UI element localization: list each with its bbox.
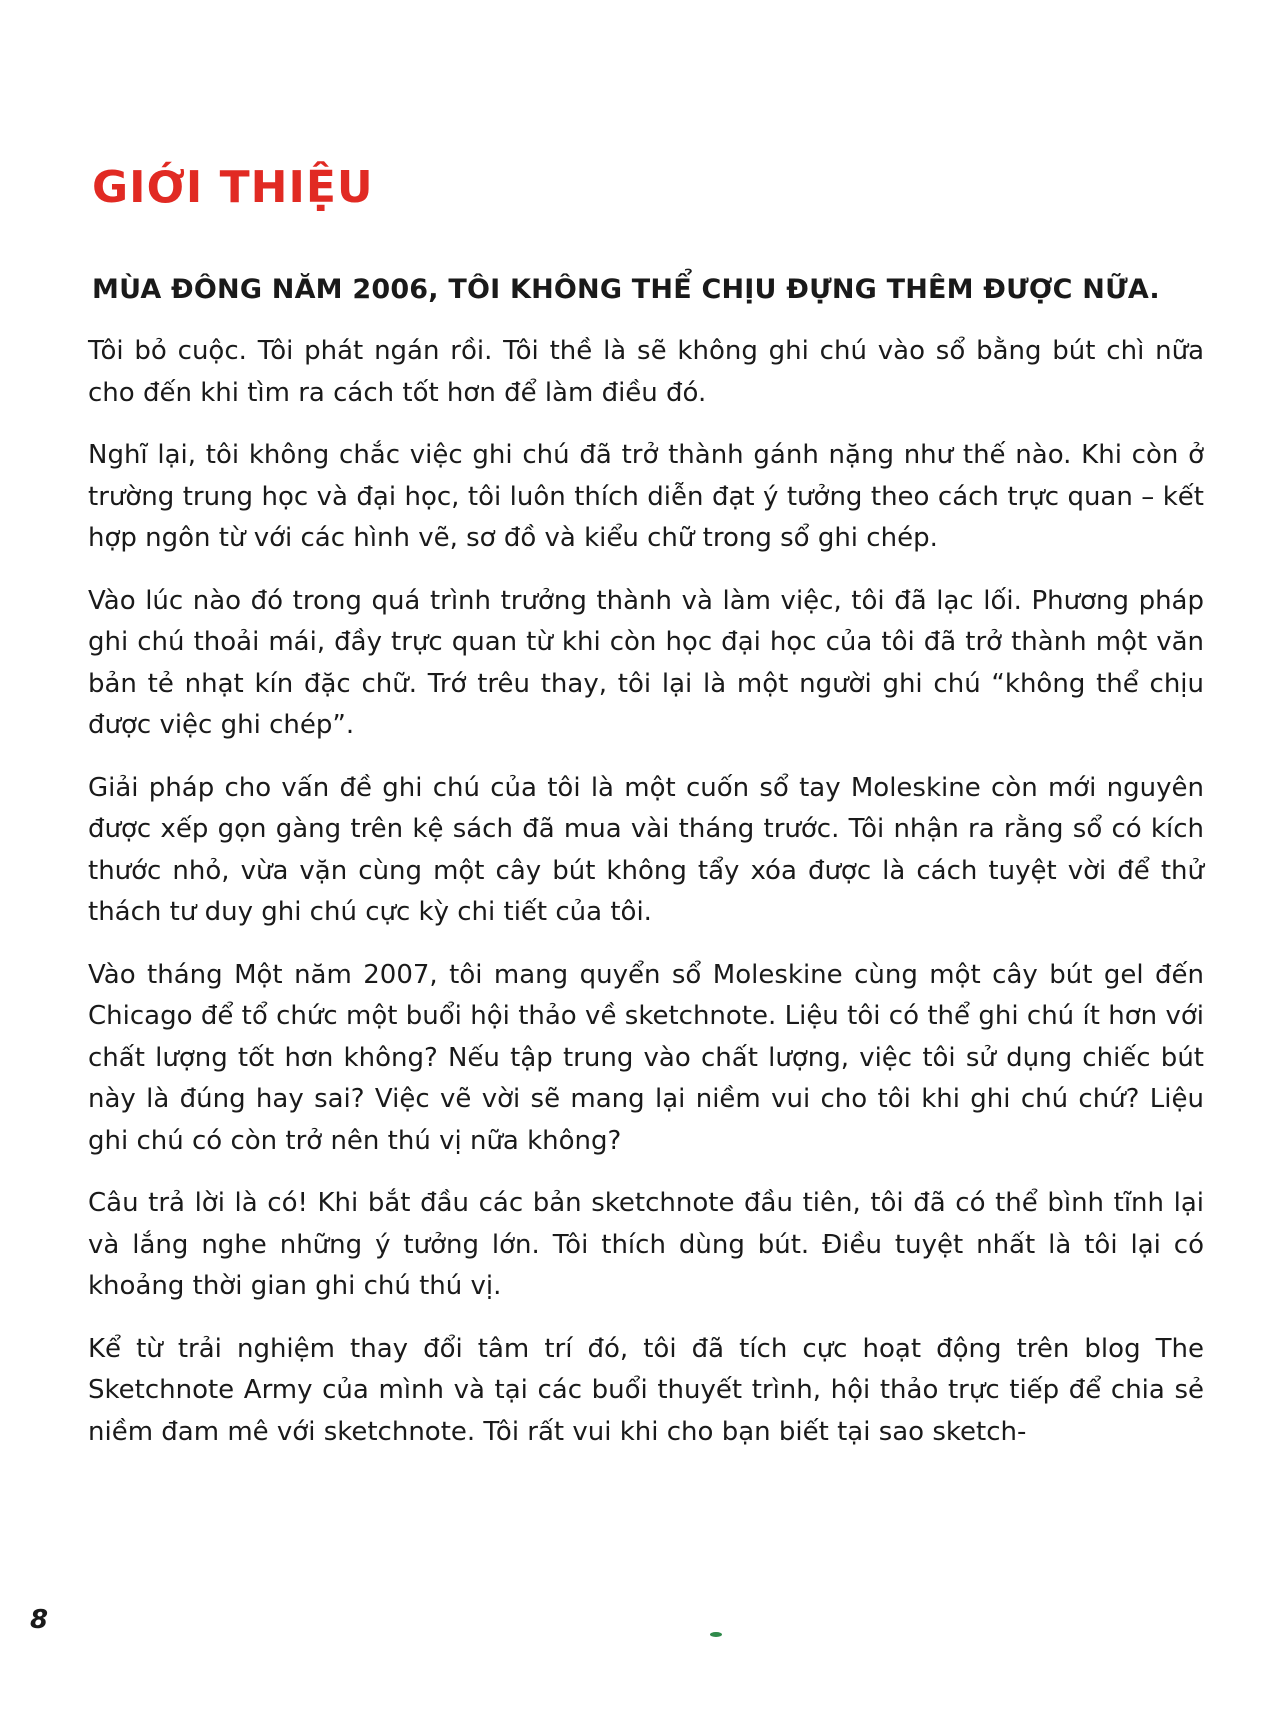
lead-heading: MÙA ĐÔNG NĂM 2006, TÔI KHÔNG THỂ CHỊU ĐỰNG THÊM ĐƯỢC NỮA. — [92, 274, 1160, 305]
section-heading: GIỚI THIỆU — [92, 162, 374, 213]
paragraph-3: Vào lúc nào đó trong quá trình trưởng thành và làm việc, tôi đã lạc lối. Phương pháp ghi chú thoải mái, đầy trực quan từ khi còn học đại học của tôi đã trở thành một văn bản tẻ nhạt kín đặc chữ. Trớ trêu thay, tôi lại là một người ghi chú “không thể chịu được việc ghi chép”. — [88, 585, 1204, 740]
paragraph-6: Câu trả lời là có! Khi bắt đầu các bản sketchnote đầu tiên, tôi đã có thể bình tĩnh lại và lắng nghe những ý tưởng lớn. Tôi thích dùng bút. Điều tuyệt nhất là tôi lại có khoảng thời gian ghi chú thú vị. — [88, 1188, 1204, 1301]
paragraph-2: Nghĩ lại, tôi không chắc việc ghi chú đã trở thành gánh nặng như thế nào. Khi còn ở trường trung học và đại học, tôi luôn thích diễn đạt ý tưởng theo cách trực quan – kết hợp ngôn từ với các hình vẽ, sơ đồ và kiểu chữ trong sổ ghi chép. — [88, 440, 1204, 553]
body-text — [88, 331, 1204, 1474]
paragraph-7: Kể từ trải nghiệm thay đổi tâm trí đó, tôi đã tích cực hoạt động trên blog The Sketchnote Army của mình và tại các buổi thuyết trình, hội thảo trực tiếp để chia sẻ niềm đam mê với sketchnote. Tôi rất vui khi cho bạn biết tại sao sketch- — [88, 1333, 1204, 1447]
paragraph-5: Vào tháng Một năm 2007, tôi mang quyển sổ Moleskine cùng một cây bút gel đến Chicago để tổ chức một buổi hội thảo về sketchnote. Liệu tôi có thể ghi chú ít hơn với chất lượng tốt hơn không? Nếu tập trung vào chất lượng, việc tôi sử dụng chiếc bút này là đúng hay sai? Việc vẽ vời sẽ mang lại niềm vui cho tôi khi ghi chú chứ? Liệu ghi chú có còn trở nên thú vị nữa không? — [88, 959, 1204, 1156]
paragraph-1: Tôi bỏ cuộc. Tôi phát ngán rồi. Tôi thề là sẽ không ghi chú vào sổ bằng bút chì nữa cho đến khi tìm ra cách tốt hơn để làm điều đó. — [88, 336, 1204, 408]
page-number: 8 — [30, 1605, 49, 1635]
paragraph-4: Giải pháp cho vấn đề ghi chú của tôi là một cuốn sổ tay Moleskine còn mới nguyên được xếp gọn gàng trên kệ sách đã mua vài tháng trước. Tôi nhận ra rằng sổ có kích thước nhỏ, vừa vặn cùng một cây bút không tẩy xóa được là cách tuyệt vời để thử thách tư duy ghi chú cực kỳ chi tiết của tôi. — [88, 772, 1204, 927]
ink-speck — [710, 1632, 722, 1637]
